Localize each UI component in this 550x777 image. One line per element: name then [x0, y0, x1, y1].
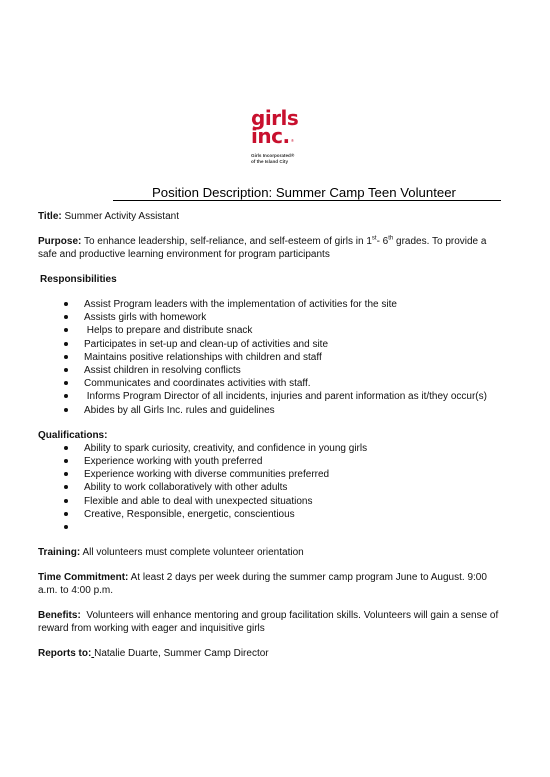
qualifications-heading-text: Qualifications:: [38, 429, 108, 441]
list-item: [64, 521, 508, 534]
list-item: Assist Program leaders with the implementation of activities for the site: [64, 298, 508, 311]
reports-to-value: Natalie Duarte, Summer Camp Director: [94, 648, 269, 660]
list-item: Experience working with diverse communities preferred: [64, 468, 508, 481]
logo-subtitle-line1: Girls Incorporated®: [251, 153, 295, 158]
document-body: [38, 210, 508, 660]
bullet-icon: [64, 408, 68, 412]
girls-inc-logo: [251, 106, 341, 179]
logo-subtitle-line2: of the Island City: [251, 159, 289, 164]
list-item: Ability to work collaboratively with other adults: [64, 481, 508, 494]
list-item: Creative, Responsible, energetic, conscientious: [64, 508, 508, 521]
list-item: Assists girls with homework: [64, 311, 508, 324]
purpose-sup-st: st: [371, 235, 377, 242]
list-item: Experience working with youth preferred: [64, 455, 508, 468]
benefits-label: Benefits:: [38, 610, 81, 622]
responsibilities-heading: [38, 273, 508, 286]
training-label: Training:: [38, 547, 81, 559]
title-label: Title:: [38, 211, 62, 222]
reports-to-line: [38, 647, 508, 660]
time-commitment-paragraph: [38, 571, 508, 597]
bullet-icon: [64, 459, 68, 463]
purpose-text-b: - 6: [376, 236, 389, 247]
title-line: [38, 210, 508, 223]
list-item: Communicates and coordinates activities with staff.: [64, 377, 508, 390]
bullet-icon: [64, 499, 68, 503]
list-item: Abides by all Girls Inc. rules and guidelines: [64, 404, 508, 417]
purpose-text-c: grades. To provide a safe and productive learning environment for program participants: [38, 236, 487, 260]
responsibilities-list: [38, 298, 508, 417]
bullet-icon: [64, 525, 68, 529]
bullet-icon: [64, 368, 68, 372]
list-item: Informs Program Director of all incidents, injuries and parent information as it/they occur(s): [64, 390, 508, 403]
list-item: Flexible and able to deal with unexpected situations: [64, 495, 508, 508]
purpose-label: Purpose:: [38, 236, 82, 247]
training-value: All volunteers must complete volunteer orientation: [82, 547, 304, 559]
page-title: Position Description: Summer Camp Teen Volunteer: [152, 185, 456, 200]
title-value: Summer Activity Assistant: [64, 211, 179, 222]
time-commitment-label: Time Commitment:: [38, 572, 129, 584]
list-item: Ability to spark curiosity, creativity, and confidence in young girls: [64, 442, 508, 455]
bullet-icon: [64, 394, 68, 398]
title-divider: [113, 200, 501, 201]
bullet-icon: [64, 342, 68, 346]
bullet-icon: [64, 512, 68, 516]
benefits-value: Volunteers will enhance mentoring and group facilitation skills. Volunteers will gain a sense of reward from working with eager and inquisitive girls: [38, 610, 502, 635]
list-item: Maintains positive relationships with children and staff: [64, 351, 508, 364]
qualifications-heading: [38, 429, 508, 442]
list-item: Assist children in resolving conflicts: [64, 364, 508, 377]
bullet-icon: [64, 302, 68, 306]
purpose-paragraph: [38, 235, 508, 261]
bullet-icon: [64, 485, 68, 489]
list-item: Helps to prepare and distribute snack: [64, 324, 508, 337]
logo-word-inc: inc.: [251, 124, 290, 148]
time-commitment-value: At least 2 days per week during the summer camp program June to August. 9:00 a.m. to 4:00 p.m.: [38, 572, 490, 597]
bullet-icon: [64, 472, 68, 476]
qualifications-list: [38, 442, 508, 534]
purpose-text-a: To enhance leadership, self-reliance, and self-esteem of girls in 1: [83, 236, 372, 247]
purpose-sup-th: th: [388, 235, 394, 242]
logo-registered-mark: ®: [291, 138, 294, 143]
bullet-icon: [64, 355, 68, 359]
logo-word-girls: girls: [251, 106, 299, 130]
list-item: Participates in set-up and clean-up of activities and site: [64, 338, 508, 351]
bullet-icon: [64, 446, 68, 450]
bullet-icon: [64, 381, 68, 385]
benefits-paragraph: [38, 609, 508, 635]
training-line: [38, 546, 508, 559]
reports-to-label: Reports to:: [38, 648, 92, 660]
bullet-icon: [64, 328, 68, 332]
bullet-icon: [64, 315, 68, 319]
responsibilities-heading-text: Responsibilities: [40, 274, 117, 285]
